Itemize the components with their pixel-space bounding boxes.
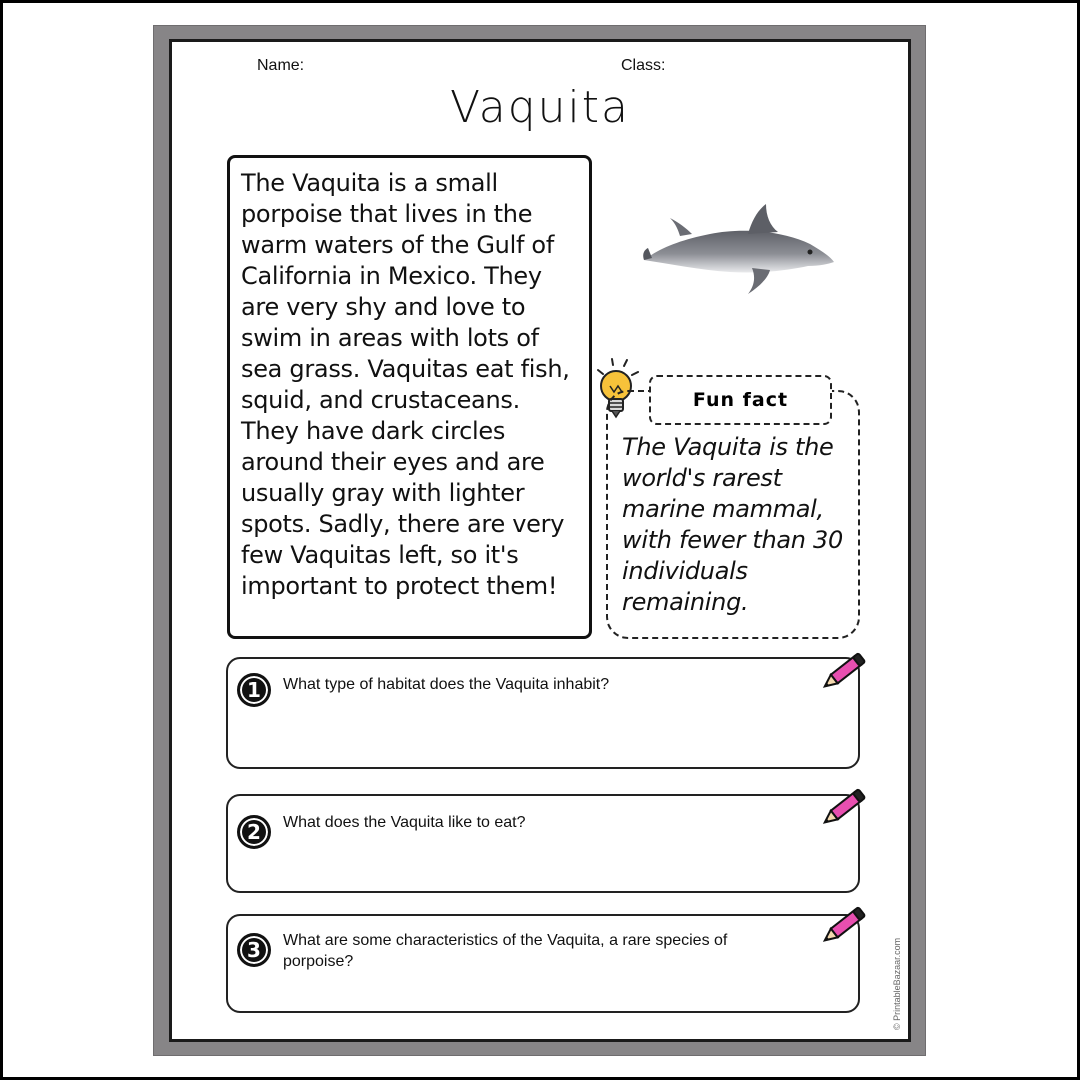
- name-label: Name:: [257, 57, 305, 74]
- pencil-icon: [818, 786, 870, 830]
- class-label: Class:: [621, 57, 666, 74]
- question-3-number: 3: [237, 933, 271, 967]
- question-2-answer-box[interactable]: [226, 794, 860, 893]
- fun-fact-text: The Vaquita is the world's rarest marine mammal, with fewer than 30 individuals remaining.: [622, 433, 843, 616]
- question-2-number: 2: [237, 815, 271, 849]
- reading-passage: The Vaquita is a small porpoise that lives in the warm waters of the Gulf of California in Mexico. They are very shy and love to swim in areas with lots of sea grass. Vaquitas eat fish, squid, and crustaceans. They have dark circles around their eyes and are usually gray with lighter spots. Sadly, there are very few Vaquitas left, so it's important to protect them!: [241, 169, 570, 600]
- page-title: Vaquita: [450, 82, 630, 133]
- fun-fact-label: Fun fact: [649, 375, 832, 425]
- question-1-number: 1: [237, 673, 271, 707]
- watermark: © PrintableBazaar.com: [892, 937, 902, 1030]
- pencil-icon: [818, 904, 870, 948]
- tail-tip: [643, 248, 652, 260]
- question-3-text: What are some characteristics of the Vaquita, a rare species of porpoise?: [283, 932, 728, 970]
- question-2-text: What does the Vaquita like to eat?: [283, 814, 526, 831]
- pencil-icon: [818, 650, 870, 694]
- tail-fluke-upper: [670, 218, 692, 236]
- porpoise-eye: [808, 250, 813, 255]
- porpoise-illustration: [640, 200, 840, 300]
- reading-passage-box: [227, 155, 592, 639]
- question-1-text: What type of habitat does the Vaquita inhabit?: [283, 676, 610, 693]
- dorsal-fin: [748, 204, 778, 234]
- porpoise-body: [644, 231, 834, 273]
